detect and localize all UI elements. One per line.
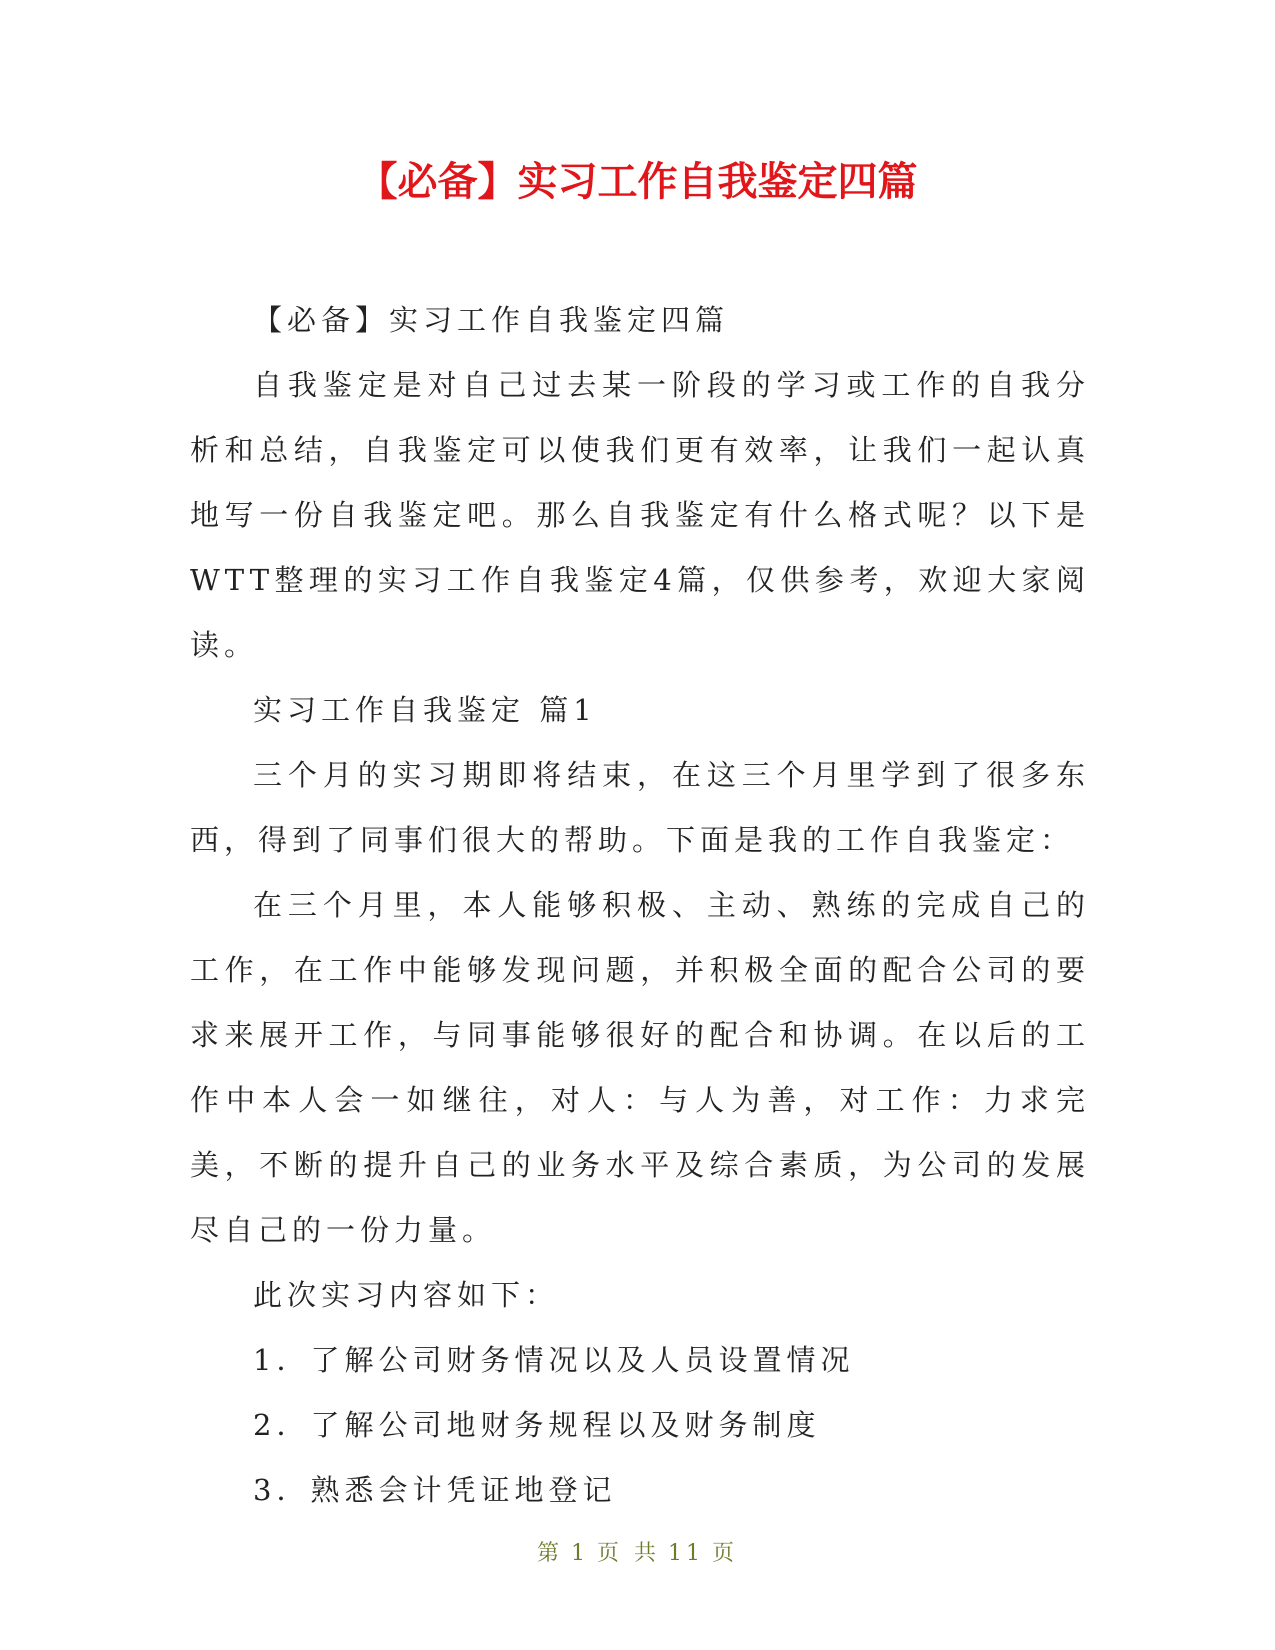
- footer-prefix: 第: [536, 1541, 563, 1566]
- paragraph-heading: 【必备】实习工作自我鉴定四篇: [253, 303, 730, 337]
- page-number-footer: [0, 1540, 1275, 1568]
- page-title: 【必备】实习工作自我鉴定四篇: [357, 159, 918, 205]
- paragraph-intro: 自我鉴定是对自己过去某一阶段的学习或工作的自我分析和总结，自我鉴定可以使我们更有效率，让我们一起认真地写一份自我鉴定吧。那么自我鉴定有什么格式呢？以下是WTT整理的实习工作自我鉴定4篇，仅供参考，欢迎大家阅读。: [190, 368, 1090, 662]
- paragraph: 三个月的实习期即将结束，在这三个月里学到了很多东西，得到了同事们很大的帮助。下面是我的工作自我鉴定：: [190, 758, 1090, 857]
- paragraph: 在三个月里，本人能够积极、主动、熟练的完成自己的工作，在工作中能够发现问题，并积极全面的配合公司的要求来展开工作，与同事能够很好的配合和协调。在以后的工作中本人会一如继往，对人：与人为善，对工作：力求完美，不断的提升自己的业务水平及综合素质，为公司的发展尽自己的一份力量。: [190, 888, 1090, 1247]
- paragraph: 此次实习内容如下：: [253, 1278, 560, 1312]
- list-item: 1．了解公司财务情况以及人员设置情况: [253, 1343, 855, 1377]
- list-item: 3．熟悉会计凭证地登记: [253, 1473, 617, 1507]
- document-body: [190, 288, 1090, 1523]
- section-heading: 实习工作自我鉴定 篇1: [253, 693, 597, 727]
- footer-middle: 页 共: [597, 1541, 660, 1566]
- footer-current-page: 1: [571, 1541, 589, 1566]
- list-item: 2．了解公司地财务规程以及财务制度: [253, 1408, 821, 1442]
- footer-suffix: 页: [712, 1541, 739, 1566]
- footer-total-pages: 11: [668, 1541, 704, 1566]
